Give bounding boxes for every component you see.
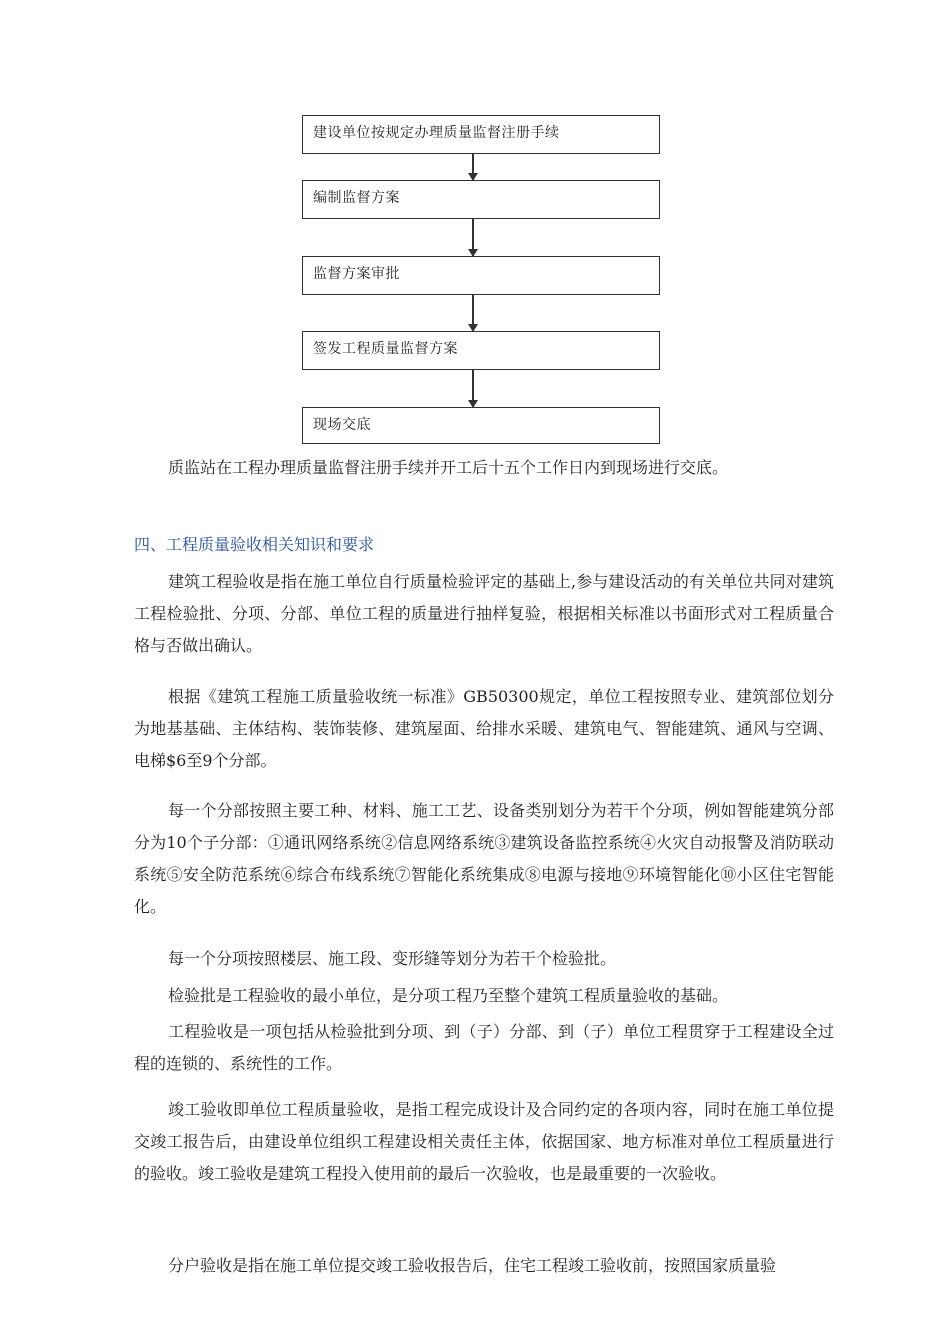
paragraph-minimum-unit: 检验批是工程验收的最小单位，是分项工程乃至整个建筑工程质量验收的基础。 <box>168 986 729 1005</box>
flow-arrow <box>472 370 474 407</box>
flow-step-label: 建设单位按规定办理质量监督注册手续 <box>313 125 560 141</box>
flow-arrow <box>472 219 474 256</box>
flow-arrow <box>472 154 474 180</box>
paragraph-subdivision: 每一个分部按照主要工种、材料、施工工艺、设备类别划分为若干个分项，例如智能建筑分部分为10个子分部：①通讯网络系统②信息网络系统③建筑设备监控系统④火灾自动报警及消防联动系统⑤安全防范系统⑥综合布线系统⑦智能化系统集成⑧电源与接地⑨环境智能化⑩小区住宅智能化。 <box>134 801 834 916</box>
flow-step-plan-approval <box>302 256 660 295</box>
paragraph-acceptance-definition: 建筑工程验收是指在施工单位自行质量检验评定的基础上,参与建设活动的有关单位共同对建筑工程检验批、分项、分部、单位工程的质量进行抽样复验，根据相关标准以书面形式对工程质量合格与否做出确认。 <box>134 572 834 655</box>
flow-step-site-briefing <box>302 407 660 444</box>
paragraph-gb50300: 根据《建筑工程施工质量验收统一标准》GB50300规定，单位工程按照专业、建筑部位划分为地基基础、主体结构、装饰装修、建筑屋面、给排水采暖、建筑电气、智能建筑、通风与空调、电梯$6至9个分部。 <box>134 687 834 770</box>
flow-step-label: 监督方案审批 <box>313 266 400 282</box>
flow-step-label: 现场交底 <box>313 417 371 433</box>
flow-step-registration <box>302 115 660 154</box>
flowchart-caption: 质监站在工程办理质量监督注册手续并开工后十五个工作日内到现场进行交底。 <box>168 458 729 477</box>
paragraph-household-acceptance: 分户验收是指在施工单位提交竣工验收报告后，住宅工程竣工验收前，按照国家质量验 <box>168 1256 777 1275</box>
flow-step-label: 编制监督方案 <box>313 190 400 206</box>
flow-arrow <box>472 295 474 331</box>
paragraph-inspection-lot: 每一个分项按照楼层、施工段、变形缝等划分为若干个检验批。 <box>168 949 617 968</box>
section-heading: 四、工程质量验收相关知识和要求 <box>134 535 375 554</box>
flow-step-issue-plan <box>302 331 660 370</box>
flow-step-compile-plan <box>302 180 660 219</box>
flow-step-label: 签发工程质量监督方案 <box>313 341 458 357</box>
paragraph-systematic-work: 工程验收是一项包括从检验批到分项、到（子）分部、到（子）单位工程贯穿于工程建设全过程的连锁的、系统性的工作。 <box>134 1022 834 1073</box>
paragraph-completion-acceptance: 竣工验收即单位工程质量验收，是指工程完成设计及合同约定的各项内容，同时在施工单位提交竣工报告后，由建设单位组织工程建设相关责任主体，依据国家、地方标准对单位工程质量进行的验收。竣工验收是建筑工程投入使用前的最后一次验收，也是最重要的一次验收。 <box>134 1100 834 1183</box>
